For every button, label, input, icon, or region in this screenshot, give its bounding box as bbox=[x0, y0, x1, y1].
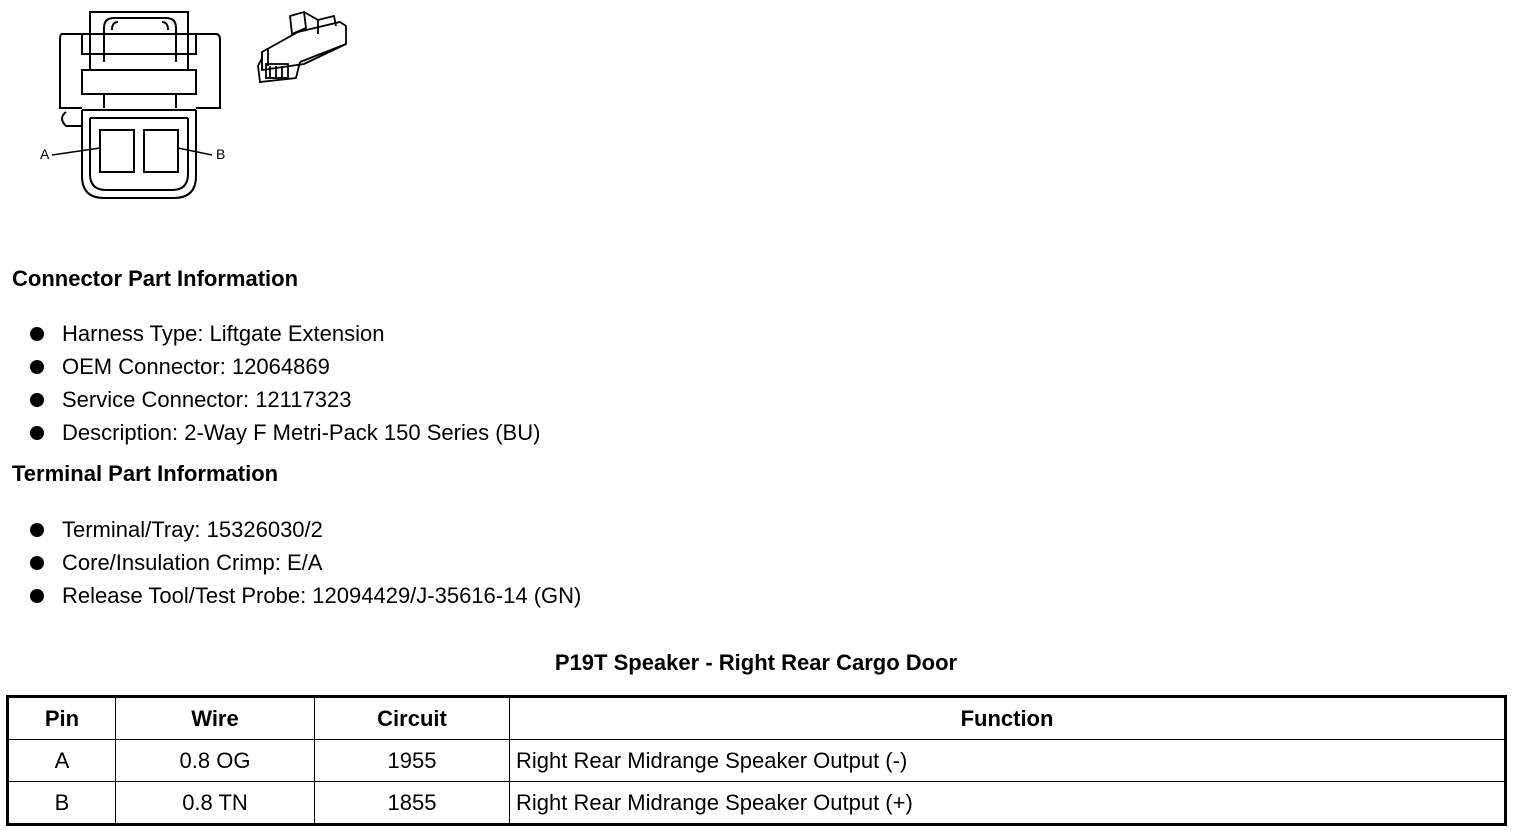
column-header-circuit: Circuit bbox=[315, 697, 510, 740]
list-item-text: Service Connector: 12117323 bbox=[62, 387, 352, 412]
list-item-text: Harness Type: Liftgate Extension bbox=[62, 321, 385, 346]
list-item-text: Core/Insulation Crimp: E/A bbox=[62, 550, 323, 575]
bullet-icon bbox=[30, 327, 44, 341]
bullet-icon bbox=[30, 556, 44, 570]
cell-pin: A bbox=[8, 740, 116, 782]
cell-function: Right Rear Midrange Speaker Output (+) bbox=[510, 782, 1506, 825]
connector-info-list bbox=[28, 317, 540, 449]
column-header-function: Function bbox=[510, 697, 1506, 740]
list-item bbox=[28, 350, 540, 383]
list-item bbox=[28, 546, 581, 579]
connector-drawing bbox=[0, 0, 400, 230]
bullet-icon bbox=[30, 589, 44, 603]
bullet-icon bbox=[30, 393, 44, 407]
list-item-text: Terminal/Tray: 15326030/2 bbox=[62, 517, 323, 542]
table-title: P19T Speaker - Right Rear Cargo Door bbox=[554, 650, 958, 675]
list-item bbox=[28, 383, 540, 416]
table-row bbox=[8, 782, 1506, 825]
table-row bbox=[8, 740, 1506, 782]
list-item bbox=[28, 579, 581, 612]
column-header-wire: Wire bbox=[116, 697, 315, 740]
terminal-info-list bbox=[28, 513, 581, 612]
pin-table bbox=[6, 695, 1507, 826]
list-item bbox=[28, 416, 540, 449]
column-header-pin: Pin bbox=[8, 697, 116, 740]
table-header-row bbox=[8, 697, 1506, 740]
cell-circuit: 1955 bbox=[315, 740, 510, 782]
bullet-icon bbox=[30, 523, 44, 537]
pin-label-a: A bbox=[40, 146, 50, 162]
pin-label-b: B bbox=[216, 146, 226, 162]
cell-pin: B bbox=[8, 782, 116, 825]
list-item bbox=[28, 317, 540, 350]
cell-circuit: 1855 bbox=[315, 782, 510, 825]
cell-wire: 0.8 OG bbox=[116, 740, 315, 782]
list-item-text: Description: 2-Way F Metri-Pack 150 Series (BU) bbox=[62, 420, 541, 445]
cell-function: Right Rear Midrange Speaker Output (-) bbox=[510, 740, 1506, 782]
terminal-info-heading: Terminal Part Information bbox=[12, 461, 279, 486]
bullet-icon bbox=[30, 360, 44, 374]
connector-info-heading: Connector Part Information bbox=[12, 266, 299, 291]
list-item-text: Release Tool/Test Probe: 12094429/J-35616-14 (GN) bbox=[62, 583, 582, 608]
list-item bbox=[28, 513, 581, 546]
bullet-icon bbox=[30, 426, 44, 440]
connector-face-icon bbox=[0, 0, 400, 230]
cell-wire: 0.8 TN bbox=[116, 782, 315, 825]
list-item-text: OEM Connector: 12064869 bbox=[62, 354, 330, 379]
